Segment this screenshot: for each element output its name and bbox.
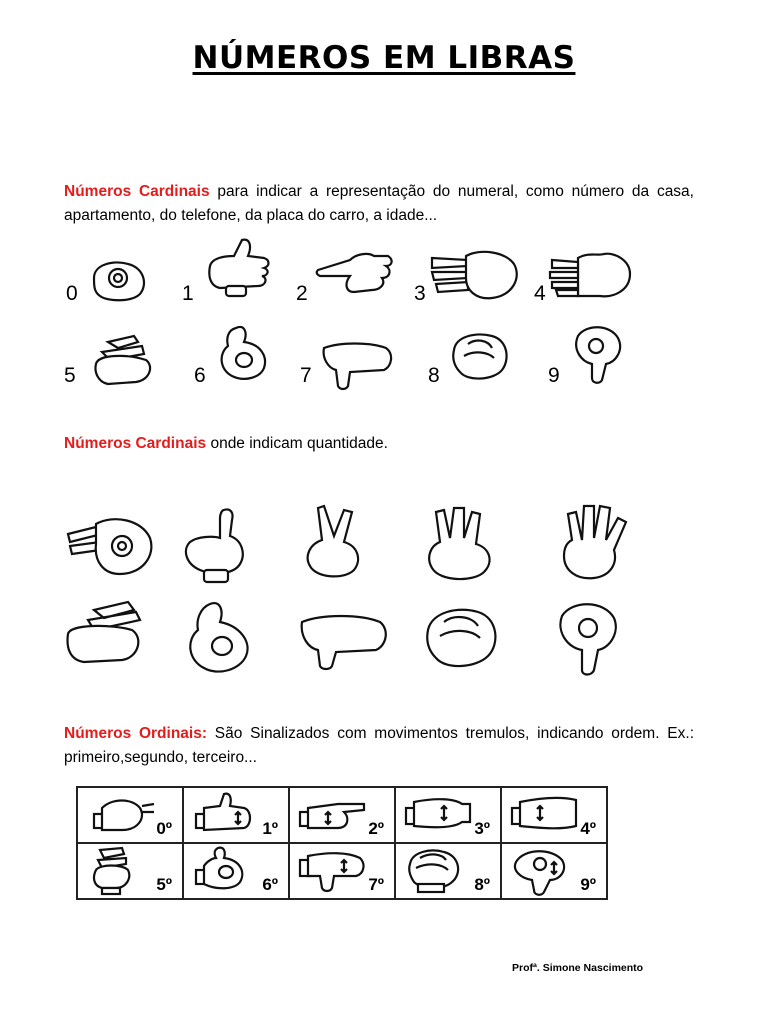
quantity-sign-6-icon bbox=[182, 600, 262, 680]
author-credit: Profª. Simone Nascimento bbox=[512, 962, 644, 974]
quantity-sign-2-icon bbox=[300, 504, 366, 584]
ordinal-hand-5-icon bbox=[88, 846, 138, 896]
ordinal-hand-7-icon bbox=[298, 850, 368, 894]
ordinal-hand-4-icon bbox=[510, 794, 580, 834]
ordinal-label: 2º bbox=[368, 819, 384, 838]
hand-sign-1-icon bbox=[202, 236, 272, 300]
quantity-sign-7-icon bbox=[298, 610, 392, 670]
ordinal-hand-3-icon bbox=[404, 794, 474, 834]
digit-label: 6 bbox=[194, 364, 206, 387]
ordinal-cell bbox=[77, 787, 183, 843]
quantity-sign-5-icon bbox=[64, 600, 156, 670]
hand-sign-7-icon bbox=[320, 338, 396, 390]
section3-highlight: Números Ordinais: bbox=[64, 725, 208, 742]
ordinal-label: 6º bbox=[262, 875, 278, 894]
ordinal-cell bbox=[77, 843, 183, 899]
ordinal-cell bbox=[183, 787, 289, 843]
hand-sign-8-icon bbox=[448, 330, 512, 386]
section2-highlight: Números Cardinais bbox=[64, 435, 207, 452]
hand-sign-3-icon bbox=[428, 248, 522, 302]
page-title: NÚMEROS EM LIBRAS bbox=[192, 40, 576, 76]
ordinal-hand-0-icon bbox=[92, 794, 156, 834]
quantity-sign-4-icon bbox=[552, 500, 638, 584]
ordinal-label: 5º bbox=[156, 875, 172, 894]
ordinal-hand-9-icon bbox=[508, 846, 574, 896]
ordinal-label: 9º bbox=[580, 875, 596, 894]
hand-sign-2-icon bbox=[316, 244, 396, 300]
digit-label: 1 bbox=[182, 282, 194, 305]
ordinal-hand-6-icon bbox=[194, 846, 250, 896]
quantity-sign-0-icon bbox=[66, 512, 156, 582]
hand-sign-5-icon bbox=[88, 332, 160, 388]
quantity-sign-1-icon bbox=[178, 506, 250, 586]
digit-label: 0 bbox=[66, 282, 78, 305]
section1-highlight: Números Cardinais bbox=[64, 183, 210, 200]
ordinal-label: 3º bbox=[474, 819, 490, 838]
section1-text: para indicar a representação do numeral, como número da casa, apartamento, do telefone, da placa do carro, a idade... bbox=[64, 183, 694, 224]
digit-label: 3 bbox=[414, 282, 426, 305]
ordinals-table bbox=[76, 786, 608, 900]
hand-sign-9-icon bbox=[568, 322, 624, 386]
section2-paragraph bbox=[64, 432, 694, 456]
ordinal-cell bbox=[395, 787, 501, 843]
table-row bbox=[77, 843, 607, 899]
ordinal-label: 1º bbox=[262, 819, 278, 838]
ordinal-cell bbox=[183, 843, 289, 899]
ordinal-label: 4º bbox=[580, 819, 596, 838]
ordinal-cell bbox=[501, 787, 607, 843]
quantity-sign-3-icon bbox=[420, 504, 500, 584]
quantity-sign-9-icon bbox=[552, 598, 622, 678]
digit-label: 2 bbox=[296, 282, 308, 305]
section3-text: São Sinalizados com movimentos tremulos, indicando ordem. Ex.: primeiro,segundo, terceiro... bbox=[64, 725, 695, 766]
quantity-sign-8-icon bbox=[422, 604, 502, 676]
digit-label: 5 bbox=[64, 364, 76, 387]
ordinal-hand-8-icon bbox=[404, 846, 464, 896]
ordinal-hand-2-icon bbox=[298, 794, 368, 834]
ordinal-label: 8º bbox=[474, 875, 490, 894]
ordinal-cell bbox=[501, 843, 607, 899]
digit-label: 8 bbox=[428, 364, 440, 387]
digit-label: 4 bbox=[534, 282, 546, 305]
table-row bbox=[77, 787, 607, 843]
ordinal-cell bbox=[289, 787, 395, 843]
digit-label: 7 bbox=[300, 364, 312, 387]
ordinal-cell bbox=[289, 843, 395, 899]
ordinal-label: 0º bbox=[156, 819, 172, 838]
ordinal-label: 7º bbox=[368, 875, 384, 894]
hand-sign-6-icon bbox=[214, 324, 270, 386]
section2-text: onde indicam quantidade. bbox=[206, 435, 388, 452]
section1-paragraph bbox=[64, 180, 694, 228]
digit-label: 9 bbox=[548, 364, 560, 387]
ordinal-cell bbox=[395, 843, 501, 899]
hand-sign-0-icon bbox=[88, 256, 152, 302]
hand-sign-4-icon bbox=[548, 250, 634, 302]
section3-paragraph bbox=[64, 722, 694, 770]
ordinal-hand-1-icon bbox=[194, 792, 258, 836]
